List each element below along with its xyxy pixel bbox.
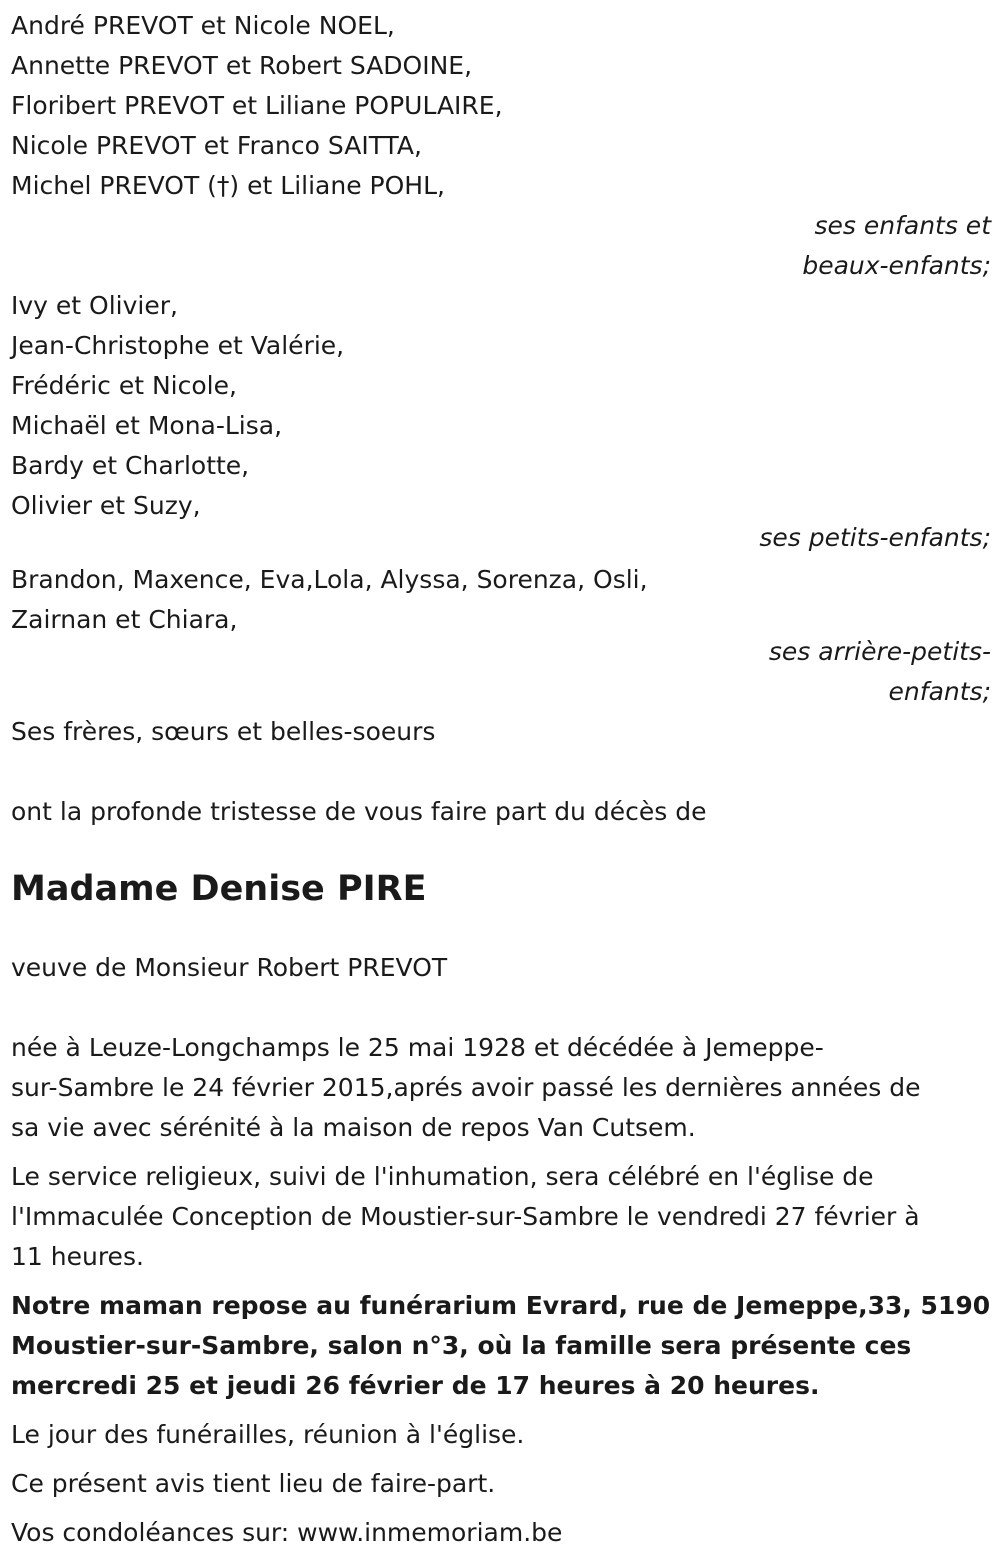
obituary-notice xyxy=(11,6,991,1562)
role-label: enfants; xyxy=(888,677,991,706)
paragraph-line: l'Immaculée Conception de Moustier-sur-Sambre le vendredi 27 février à xyxy=(11,1202,920,1231)
family-line: Michel PREVOT (†) et Liliane POHL, xyxy=(11,171,445,200)
family-line: Olivier et Suzy, xyxy=(11,491,201,520)
widow-of-line: veuve de Monsieur Robert PREVOT xyxy=(11,953,448,982)
paragraph-line: sa vie avec sérénité à la maison de repos Van Cutsem. xyxy=(11,1113,696,1142)
family-line: Michaël et Mona-Lisa, xyxy=(11,411,283,440)
role-label: ses petits-enfants; xyxy=(759,523,991,552)
family-line: André PREVOT et Nicole NOEL, xyxy=(11,11,395,40)
family-line: Bardy et Charlotte, xyxy=(11,451,250,480)
meeting-line: Le jour des funérailles, réunion à l'église. xyxy=(11,1420,525,1449)
paragraph-line: née à Leuze-Longchamps le 25 mai 1928 et décédée à Jemeppe- xyxy=(11,1033,824,1062)
family-line: Ivy et Olivier, xyxy=(11,291,178,320)
family-line: Annette PREVOT et Robert SADOINE, xyxy=(11,51,473,80)
grandchildren-list xyxy=(11,286,991,558)
paragraph-line: Moustier-sur-Sambre, salon n°3, où la famille sera présente ces xyxy=(11,1331,912,1360)
birth-death-paragraph xyxy=(11,1028,991,1148)
family-line: Brandon, Maxence, Eva,Lola, Alyssa, Sorenza, Osli, xyxy=(11,565,648,594)
role-label: ses enfants et xyxy=(814,211,991,240)
announcement-text: ont la profonde tristesse de vous faire part du décès de xyxy=(11,797,707,826)
family-line: Jean-Christophe et Valérie, xyxy=(11,331,345,360)
family-line: Zairnan et Chiara, xyxy=(11,605,238,634)
role-label: beaux-enfants; xyxy=(802,251,991,280)
role-label: ses arrière-petits- xyxy=(768,637,991,666)
condolences-line: Vos condoléances sur: www.inmemoriam.be xyxy=(11,1518,563,1547)
family-line: Frédéric et Nicole, xyxy=(11,371,237,400)
deceased-name: Madame Denise PIRE xyxy=(11,869,427,909)
family-line: Nicole PREVOT et Franco SAITTA, xyxy=(11,131,422,160)
family-line: Floribert PREVOT et Liliane POPULAIRE, xyxy=(11,91,503,120)
children-list xyxy=(11,6,991,286)
paragraph-line: sur-Sambre le 24 février 2015,aprés avoir passé les dernières années de xyxy=(11,1073,921,1102)
service-paragraph xyxy=(11,1157,991,1277)
paragraph-line: Notre maman repose au funérarium Evrard, rue de Jemeppe,33, 5190 xyxy=(11,1291,991,1320)
paragraph-line: mercredi 25 et jeudi 26 février de 17 heures à 20 heures. xyxy=(11,1371,820,1400)
notice-line: Ce présent avis tient lieu de faire-part. xyxy=(11,1469,496,1498)
paragraph-line: Le service religieux, suivi de l'inhumation, sera célébré en l'église de xyxy=(11,1162,874,1191)
visitation-paragraph xyxy=(11,1286,991,1406)
great-grandchildren-list xyxy=(11,560,991,712)
siblings-line: Ses frères, sœurs et belles-soeurs xyxy=(11,717,436,746)
paragraph-line: 11 heures. xyxy=(11,1242,144,1271)
